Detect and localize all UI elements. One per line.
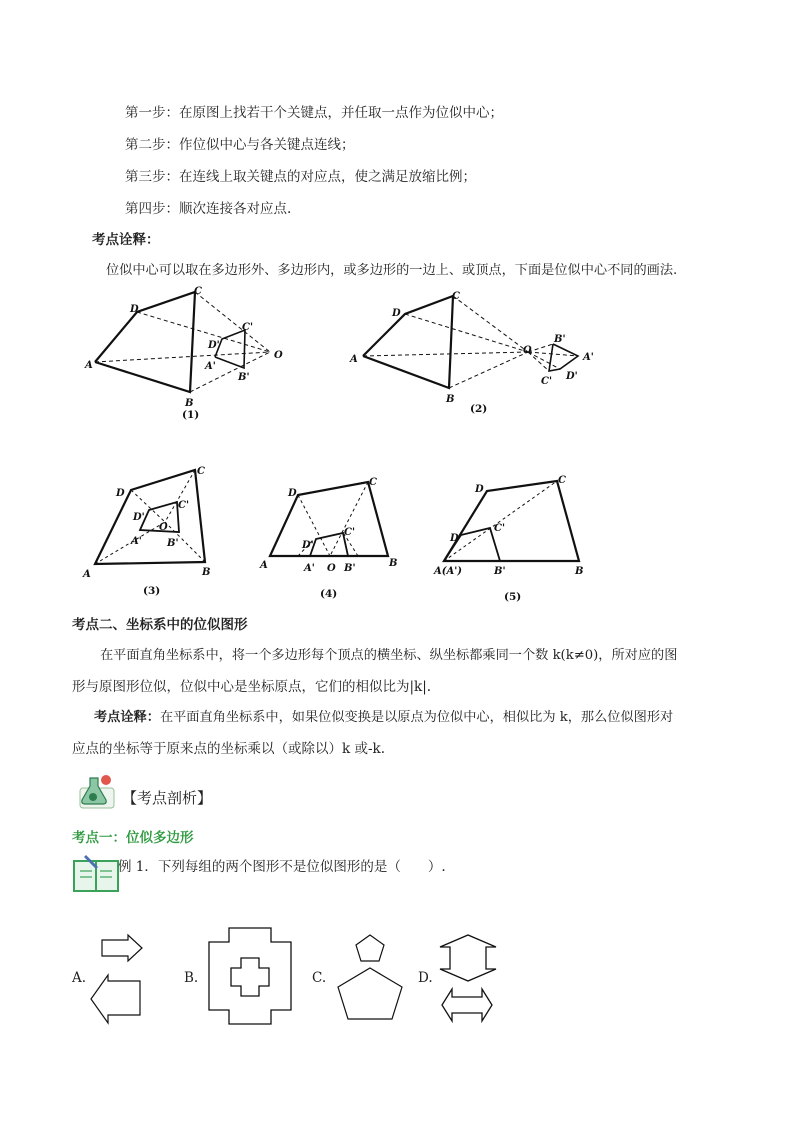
option-a-figure[interactable] [88, 935, 148, 1025]
option-d-label[interactable]: D. [418, 970, 433, 986]
label-O: O [159, 522, 168, 533]
step-3: 第三步：在连线上取关键点的对应点，使之满足放缩比例； [125, 169, 476, 185]
label-A: A [83, 569, 91, 580]
label-A1: A' [583, 352, 594, 363]
analysis-heading: 【考点剖析】 [122, 789, 213, 807]
label-C: C [558, 475, 566, 486]
label-O: O [523, 345, 532, 356]
option-b-label[interactable]: B. [184, 970, 199, 986]
label-C: C [197, 466, 205, 477]
label-B: B [185, 398, 194, 409]
option-a-label[interactable]: A. [72, 970, 87, 986]
section-2-para-line-2: 形与原图形位似，位似中心是坐标原点，它们的相似比为|k|. [72, 679, 432, 695]
label-B: B [575, 566, 584, 577]
section-2-note-text: 在平面直角坐标系中，如果位似变换是以原点为位似中心，相似比为 k，那么位似图形对 [159, 710, 674, 725]
figure-2 [348, 282, 608, 422]
figure-3 [83, 462, 223, 602]
label-C1: C' [178, 500, 190, 511]
example-1-question: 例 1．下列每组的两个图形不是位似图形的是（ ）. [118, 859, 446, 875]
label-D1: D' [450, 533, 462, 544]
label-B1: B' [494, 566, 506, 577]
label-B1: B' [344, 563, 356, 574]
label-D: D [392, 308, 401, 319]
label-A1: A' [131, 536, 142, 547]
step-4: 第四步：顺次连接各对应点. [125, 201, 292, 217]
caption-4: (4) [320, 588, 338, 600]
book-icon [72, 853, 120, 893]
caption-1: (1) [182, 409, 200, 421]
analysis-subheading: 考点一：位似多边形 [72, 830, 194, 846]
label-D: D [288, 488, 297, 499]
note-label: 考点诠释： [92, 232, 160, 248]
label-C1: C' [344, 527, 356, 538]
label-C1: C' [494, 523, 506, 534]
label-C: C [194, 286, 202, 297]
flask-icon [72, 770, 120, 810]
label-C1: C' [541, 376, 553, 387]
step-1: 第一步：在原图上找若干个关键点，并任取一点作为位似中心； [125, 105, 503, 121]
option-c-figure[interactable] [330, 933, 410, 1023]
label-C1: C' [242, 322, 254, 333]
label-B1: B' [554, 334, 566, 345]
label-A1: A' [304, 563, 315, 574]
section-2-note-line-1 [94, 706, 673, 725]
note-text: 位似中心可以取在多边形外、多边形内，或多边形的一边上、或顶点，下面是位似中心不同的画法. [106, 263, 678, 278]
label-C: C [369, 477, 377, 488]
figure-5 [432, 466, 592, 606]
label-A: A [350, 354, 358, 365]
section-2-note-line-2: 应点的坐标等于原来点的坐标乘以（或除以）k 或-k. [72, 741, 386, 757]
label-A: A [260, 560, 268, 571]
label-O: O [327, 563, 336, 574]
caption-3: (3) [143, 585, 161, 597]
label-B1: B' [167, 538, 179, 549]
section-2-para-line-1: 在平面直角坐标系中，将一个多边形每个顶点的横坐标、纵坐标都乘同一个数 k(k≠0)，所对应的图 [100, 648, 678, 663]
figure-4 [258, 470, 408, 605]
option-d-figure[interactable] [438, 935, 500, 1027]
label-B: B [202, 567, 211, 578]
label-D: D [130, 304, 139, 315]
label-B: B [446, 394, 455, 405]
label-A: A [85, 360, 93, 371]
label-D1: D' [208, 340, 220, 351]
option-b-figure[interactable] [205, 926, 297, 1026]
label-D1: D' [302, 540, 314, 551]
label-D1: D' [566, 371, 578, 382]
label-O: O [274, 350, 283, 361]
section-2-note-label: 考点诠释： [94, 710, 160, 725]
label-D: D [116, 488, 125, 499]
label-C: C [452, 291, 460, 302]
step-2: 第二步：作位似中心与各关键点连线； [125, 137, 355, 153]
label-A1: A' [205, 361, 216, 372]
label-D1: D' [133, 512, 145, 523]
caption-2: (2) [470, 403, 488, 415]
caption-5: (5) [504, 591, 522, 603]
label-B: B [389, 558, 398, 569]
label-B1: B' [238, 372, 250, 383]
label-AA1: A(A') [434, 566, 463, 577]
label-D: D [475, 484, 484, 495]
option-c-label[interactable]: C. [312, 970, 327, 986]
section-2-title: 考点二、坐标系中的位似图形 [72, 617, 248, 633]
figure-1 [85, 282, 295, 422]
